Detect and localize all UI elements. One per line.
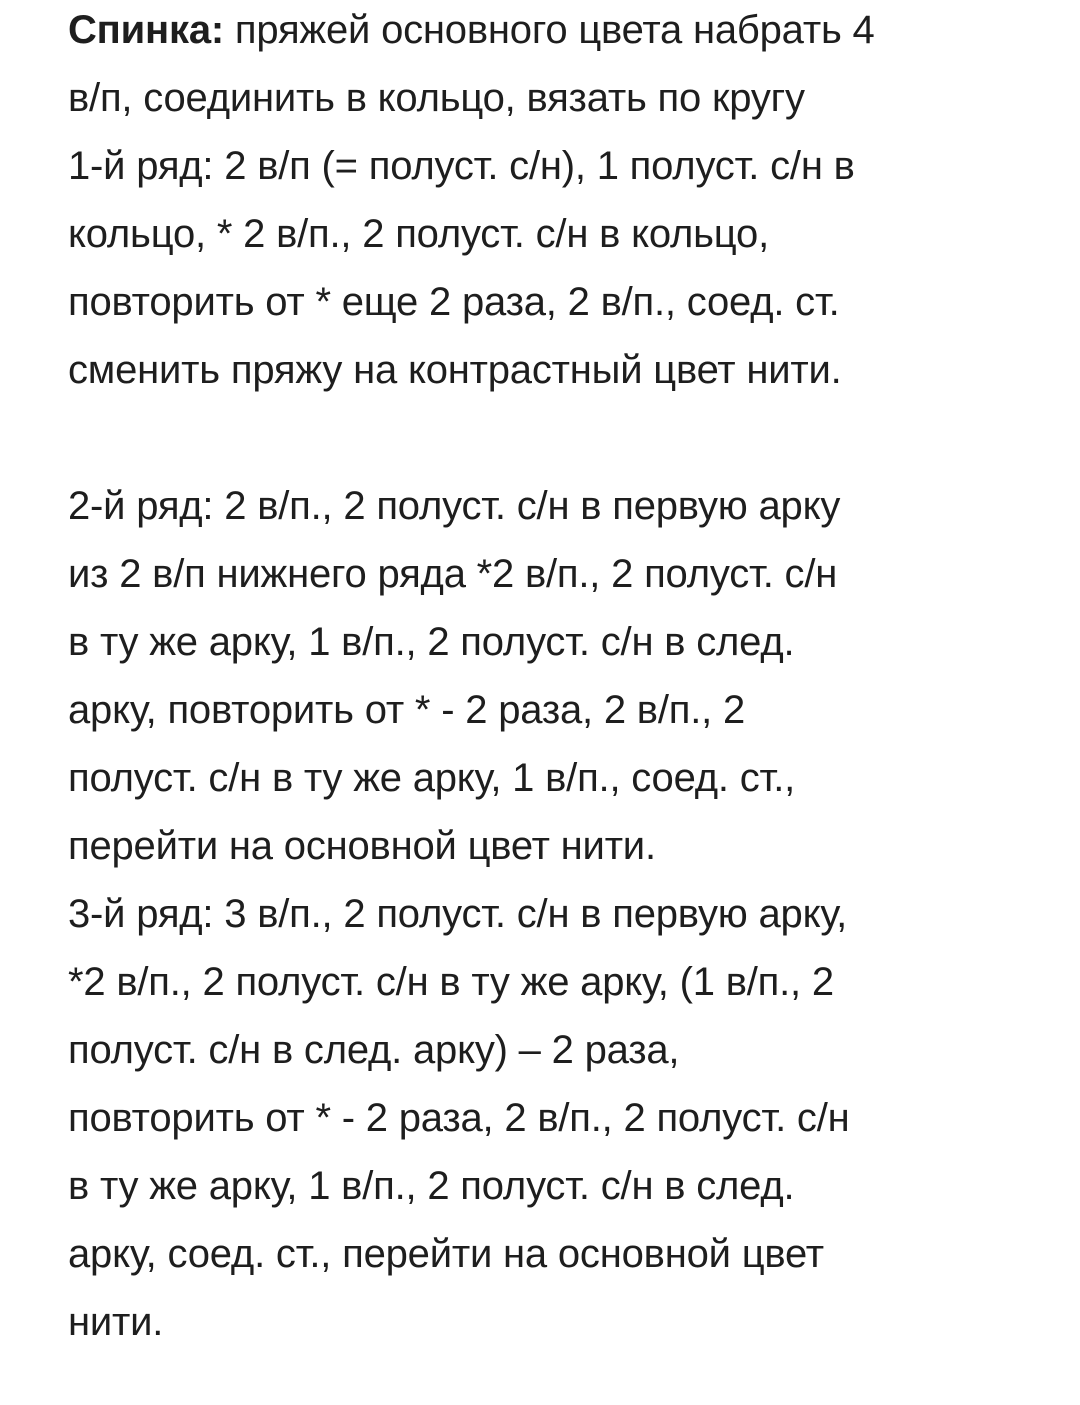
intro-line (68, 0, 1058, 64)
text-line: арку, соед. ст., перейти на основной цвет (68, 1232, 824, 1276)
pattern-text (68, 0, 1058, 1356)
intro-text: пряжей основного цвета набрать 4 (223, 8, 875, 52)
text-line: *2 в/п., 2 полуст. с/н в ту же арку, (1 в/п., 2 (68, 960, 834, 1004)
text-line: перейти на основной цвет нити. (68, 824, 656, 868)
text-line: кольцо, * 2 в/п., 2 полуст. с/н в кольцо, (68, 212, 770, 256)
text-line: в/п, соединить в кольцо, вязать по кругу (68, 76, 805, 120)
row-3-line: 3-й ряд: 3 в/п., 2 полуст. с/н в первую арку, (68, 892, 848, 936)
text-line: арку, повторить от * - 2 раза, 2 в/п., 2 (68, 688, 746, 732)
text-line: нити. (68, 1300, 164, 1344)
section-title: Спинка: (68, 8, 224, 52)
text-line: из 2 в/п нижнего ряда *2 в/п., 2 полуст. с/н (68, 552, 838, 596)
text-line: в ту же арку, 1 в/п., 2 полуст. с/н в след. (68, 1164, 795, 1208)
text-line: повторить от * еще 2 раза, 2 в/п., соед. ст. (68, 280, 840, 324)
text-line: в ту же арку, 1 в/п., 2 полуст. с/н в след. (68, 620, 795, 664)
row-2-line: 2-й ряд: 2 в/п., 2 полуст. с/н в первую арку (68, 484, 841, 528)
row-1-line: 1-й ряд: 2 в/п (= полуст. с/н), 1 полуст. с/н в (68, 144, 855, 188)
text-line: полуст. с/н в ту же арку, 1 в/п., соед. ст., (68, 756, 796, 800)
text-line: сменить пряжу на контрастный цвет нити. (68, 348, 842, 392)
text-line: полуст. с/н в след. арку) – 2 раза, (68, 1028, 680, 1072)
text-line: повторить от * - 2 раза, 2 в/п., 2 полуст. с/н (68, 1096, 850, 1140)
blank-line (68, 404, 1058, 472)
